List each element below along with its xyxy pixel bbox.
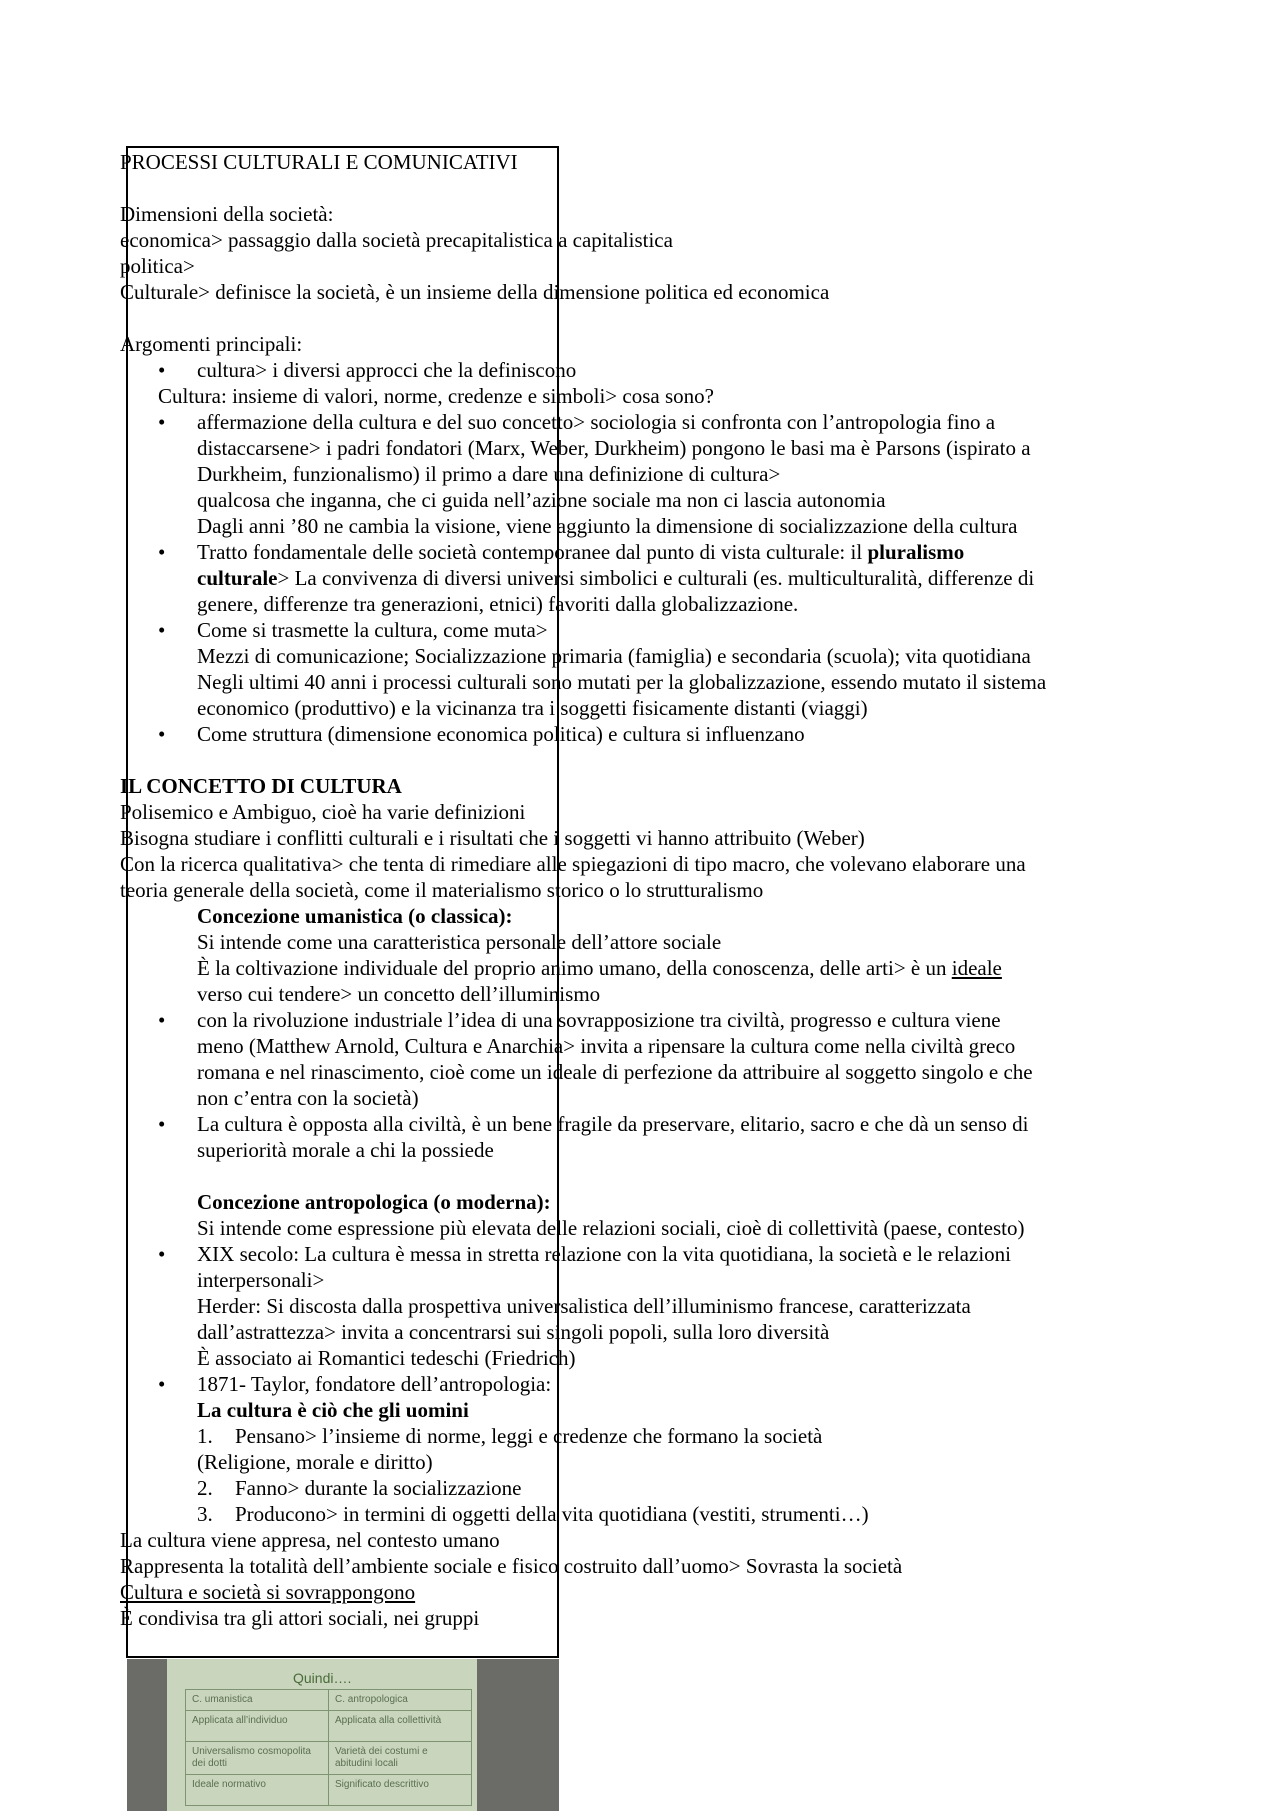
underlined-run: ideale [951,956,1002,980]
slide-cell: Applicata all’individuo [186,1711,329,1742]
slide-cell: Varietà dei costumi e abitudini locali [329,1742,472,1775]
item-number: 2. [197,1476,213,1500]
paragraph-line: Con la ricerca qualitativa> che tenta di rimediare alle spiegazioni di tipo macro, che volevano elaborare una [120,852,1026,876]
slide-cell: Applicata alla collettività [329,1711,472,1742]
paragraph-line: Si intende come una caratteristica personale dell’attore sociale [197,930,722,954]
list-subline: economico (produttivo) e la vicinanza tra i soggetti fisicamente distanti (viaggi) [197,696,868,720]
paragraph-line: verso cui tendere> un concetto dell’illuminismo [197,982,601,1006]
dim-economica: economica> passaggio dalla società precapitalistica a capitalistica [120,228,673,252]
list-subline: (Religione, morale e diritto) [197,1450,433,1474]
list-subline: Durkheim, funzionalismo) il primo a dare una definizione di cultura> [197,462,781,486]
text-run: Pensano> l’insieme di norme, leggi e credenze che formano la società [235,1424,823,1448]
list-item [120,539,1180,565]
list-item: • affermazione della cultura e del suo concetto> sociologia si confronta con l’antropologia fino a [120,409,1180,435]
paragraph-line: Si intende come espressione più elevata delle relazioni sociali, cioè di collettività (paese, contesto) [197,1216,1025,1240]
paragraph-line: Rappresenta la totalità dell’ambiente sociale e fisico costruito dall’uomo> Sovrasta la società [120,1554,903,1578]
list-subline: Cultura: insieme di valori, norme, credenze e simboli> cosa sono? [158,384,714,408]
item-number: 1. [197,1424,213,1448]
dim-politica: politica> [120,254,195,278]
subsection-heading: Concezione umanistica (o classica): [197,904,513,928]
text-run: Producono> in termini di oggetti della vita quotidiana (vestiti, strumenti…) [235,1502,869,1526]
paragraph-line: Cultura e società si sovrappongono [120,1580,416,1604]
document-body [120,149,1180,1631]
paragraph-line: Polisemico e Ambiguo, cioè ha varie definizioni [120,800,526,824]
list-subline: distaccarsene> i padri fondatori (Marx, Weber, Durkheim) pongono le basi ma è Parsons (ispirato a [197,436,1031,460]
list-item: • Come struttura (dimensione economica politica) e cultura si influenzano [120,721,1180,747]
list-subline: meno (Matthew Arnold, Cultura e Anarchia> invita a ripensare la cultura come nella civiltà greco [197,1034,1016,1058]
paragraph-line [120,955,1180,981]
list-subline: Herder: Si discosta dalla prospettiva universalistica dell’illuminismo francese, caratterizzata [197,1294,971,1318]
paragraph-line: teoria generale della società, come il materialismo storico o lo strutturalismo [120,878,764,902]
text-run: È la coltivazione individuale del proprio animo umano, della conoscenza, delle arti> è un [197,956,952,980]
slide-cell: Universalismo cosmopolita dei dotti [186,1742,329,1775]
list-subline: Dagli anni ’80 ne cambia la visione, viene aggiunto la dimensione di socializzazione della cultura [197,514,1018,538]
numbered-item [120,1423,1180,1449]
slide-col-header: C. umanistica [186,1690,329,1711]
numbered-item [120,1475,1180,1501]
text-run: Fanno> durante la socializzazione [235,1476,522,1500]
paragraph-line: Bisogna studiare i conflitti culturali e i risultati che i soggetti vi hanno attribuito (Weber) [120,826,865,850]
list-subline: La cultura è ciò che gli uomini [197,1398,469,1422]
list-item: • cultura> i diversi approcci che la definiscono [120,357,1180,383]
bold-run: pluralismo [867,540,965,564]
page-title: PROCESSI CULTURALI E COMUNICATIVI [120,150,518,174]
projected-slide [167,1659,477,1811]
slide-title: Quindi…. [293,1670,352,1686]
text-run: > La convivenza di diversi universi simbolici e culturali (es. multiculturalità, differenze di [277,566,1035,590]
dim-culturale: Culturale> definisce la società, è un insieme della dimensione politica ed economica [120,280,830,304]
list-subline: dall’astrattezza> invita a concentrarsi sui singoli popoli, sulla loro diversità [197,1320,830,1344]
bold-run: culturale [197,566,278,590]
list-subline: qualcosa che inganna, che ci guida nell’azione sociale ma non ci lascia autonomia [197,488,886,512]
list-item: • XIX secolo: La cultura è messa in stretta relazione con la vita quotidiana, la società e le relazioni [120,1241,1180,1267]
list-item: • La cultura è opposta alla civiltà, è un bene fragile da preservare, elitario, sacro e che dà un senso di [120,1111,1180,1137]
slide-cell: Significato descrittivo [329,1775,472,1806]
slide-col-header: C. antropologica [329,1690,472,1711]
section-heading: IL CONCETTO DI CULTURA [120,774,402,798]
paragraph-line: La cultura viene appresa, nel contesto umano [120,1528,500,1552]
list-item: • 1871- Taylor, fondatore dell’antropologia: [120,1371,1180,1397]
list-item: • con la rivoluzione industriale l’idea di una sovrapposizione tra civiltà, progresso e cultura viene [120,1007,1180,1033]
list-subline: È associato ai Romantici tedeschi (Friedrich) [197,1346,576,1370]
slide-table [185,1689,472,1806]
dims-heading: Dimensioni della società: [120,202,334,226]
list-subline: romana e nel rinascimento, cioè come un ideale di perfezione da attribuire al soggetto singolo e che [197,1060,1033,1084]
text-run: Tratto fondamentale delle società contemporanee dal punto di vista culturale: il [197,540,868,564]
subsection-heading: Concezione antropologica (o moderna): [197,1190,551,1214]
list-subline: superiorità morale a chi la possiede [197,1138,494,1162]
args-heading: Argomenti principali: [120,332,303,356]
numbered-item [120,1501,1180,1527]
paragraph-line: È condivisa tra gli attori sociali, nei gruppi [120,1606,480,1630]
item-number: 3. [197,1502,213,1526]
list-subline: non c’entra con la società) [197,1086,419,1110]
list-item: • Come si trasmette la cultura, come muta> [120,617,1180,643]
list-subline: Mezzi di comunicazione; Socializzazione primaria (famiglia) e secondaria (scuola); vita quotidiana [197,644,1031,668]
slide-photo [127,1659,559,1811]
slide-cell: Ideale normativo [186,1775,329,1806]
list-subline: interpersonali> [197,1268,325,1292]
list-subline: Negli ultimi 40 anni i processi culturali sono mutati per la globalizzazione, essendo mutato il sistema [197,670,1047,694]
list-subline [120,565,1180,591]
list-subline: genere, differenze tra generazioni, etnici) favoriti dalla globalizzazione. [197,592,799,616]
